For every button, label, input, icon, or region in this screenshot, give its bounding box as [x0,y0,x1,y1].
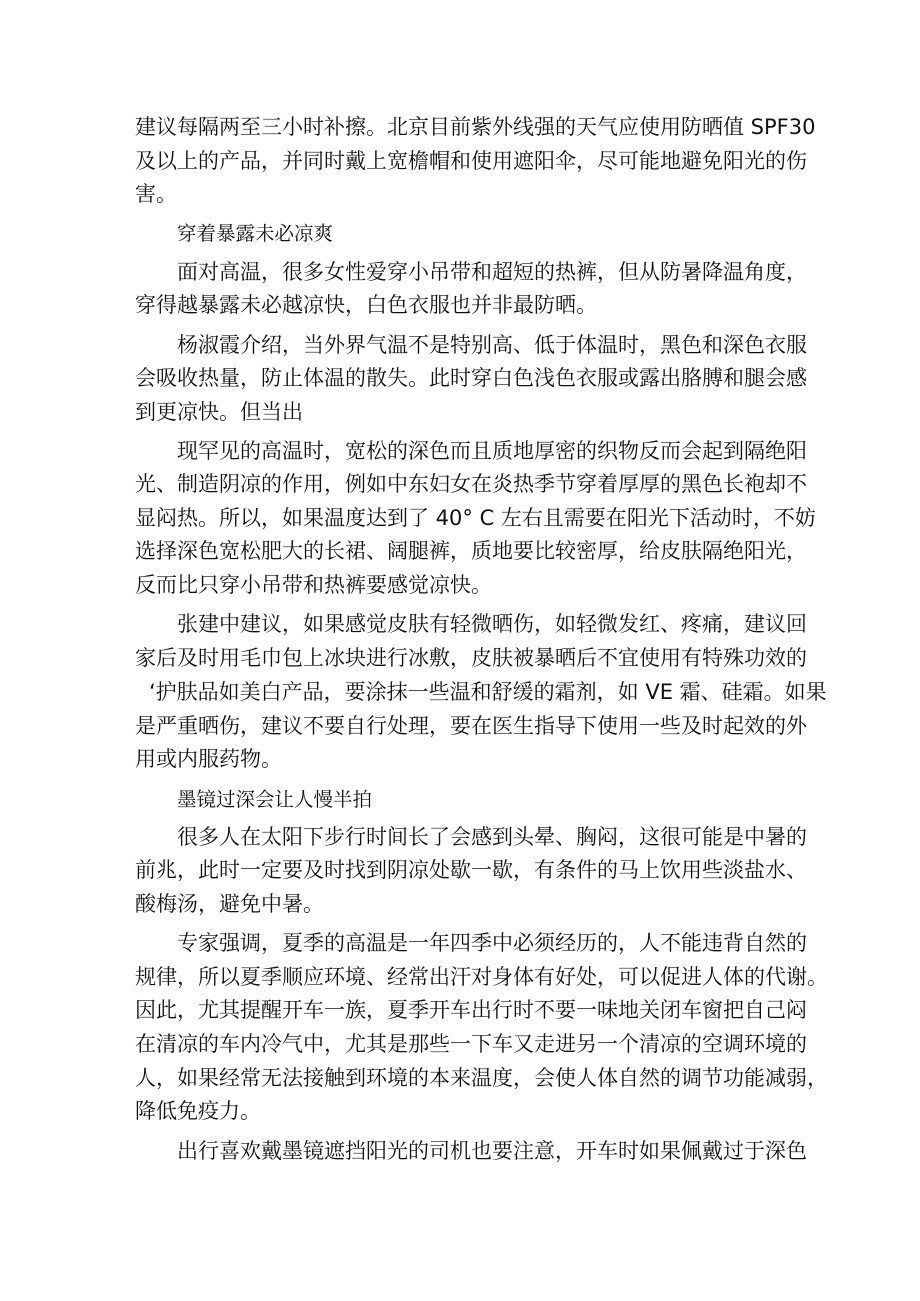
text-line: 光、制造阴凉的作用，例如中东妇女在炎热季节穿着厚厚的黑色长袍却不 [135,472,807,496]
text-line: 很多人在太阳下步行时间长了会感到头晕、胸闷，这很可能是中暑的 [177,825,807,849]
section-heading: 墨镜过深会让人慢半拍 [177,788,373,811]
section-heading: 穿着暴露未必凉爽 [177,222,334,245]
text-line: 张建中建议，如果感觉皮肤有轻微晒伤，如轻微发红、疼痛，建议回 [177,612,807,636]
text-line: 人，如果经常无法接触到环境的本来温度，会使人体自然的调节功能减弱， [135,1066,828,1090]
text-line: 现罕见的高温时，宽松的深色而且质地厚密的织物反而会起到隔绝阳 [177,439,807,463]
text-line: 及以上的产品，并同时戴上宽檐帽和使用遮阳伞，尽可能地避免阳光的伤 [135,149,807,173]
text-line: 反而比只穿小吊带和热裤要感觉凉快。 [135,573,492,597]
text-line: 在清凉的车内冷气中，尤其是那些一下车又走进另一个清凉的空调环境的 [135,1032,807,1056]
text-line: 会吸收热量，防止体温的散失。此时穿白色浅色衣服或露出胳膊和腿会感 [135,366,807,390]
text-line: 建议每隔两至三小时补擦。北京目前紫外线强的天气应使用防晒值 SPF30 [135,115,816,139]
text-line: 杨淑霞介绍，当外界气温不是特别高、低于体温时，黑色和深色衣服 [177,333,807,357]
text-line: 是严重晒伤，建议不要自行处理，要在医生指导下使用一些及时起效的外 [135,714,807,738]
text-line: 用或内服药物。 [135,747,282,771]
text-line: 害。 [135,182,177,206]
text-line: 选择深色宽松肥大的长裙、阔腿裤，质地要比较密厚，给皮肤隔绝阳光， [135,539,807,563]
text-line: 酸梅汤，避免中暑。 [135,892,324,916]
text-line: 出行喜欢戴墨镜遮挡阳光的司机也要注意，开车时如果佩戴过于深色 [177,1139,807,1163]
text-line: 家后及时用毛巾包上冰块进行冰敷，皮肤被暴晒后不宜使用有特殊功效的 [135,646,807,670]
text-line: 因此，尤其提醒开车一族，夏季开车出行时不要一味地关闭车窗把自己闷 [135,998,807,1022]
text-line: 面对高温，很多女性爱穿小吊带和超短的热裤，但从防暑降温角度， [177,260,807,284]
text-line: 降低免疫力。 [135,1099,261,1123]
text-line: 穿得越暴露未必越凉快，白色衣服也并非最防晒。 [135,293,597,317]
text-line: 前兆，此时一定要及时找到阴凉处歇一歇，有条件的马上饮用些淡盐水、 [135,858,807,882]
text-line: 显闷热。所以，如果温度达到了 40° C 左右且需要在阳光下活动时，不妨 [135,506,816,530]
text-line: 到更凉快。但当出 [135,400,303,424]
text-line: ‘护肤品如美白产品，要涂抹一些温和舒缓的霜剂，如 VE 霜、硅霜。如果 [149,680,827,704]
text-line: 规律，所以夏季顺应环境、经常出汗对身体有好处，可以促进人体的代谢。 [135,965,828,989]
text-line: 专家强调，夏季的高温是一年四季中必须经历的，人不能违背自然的 [177,931,807,955]
